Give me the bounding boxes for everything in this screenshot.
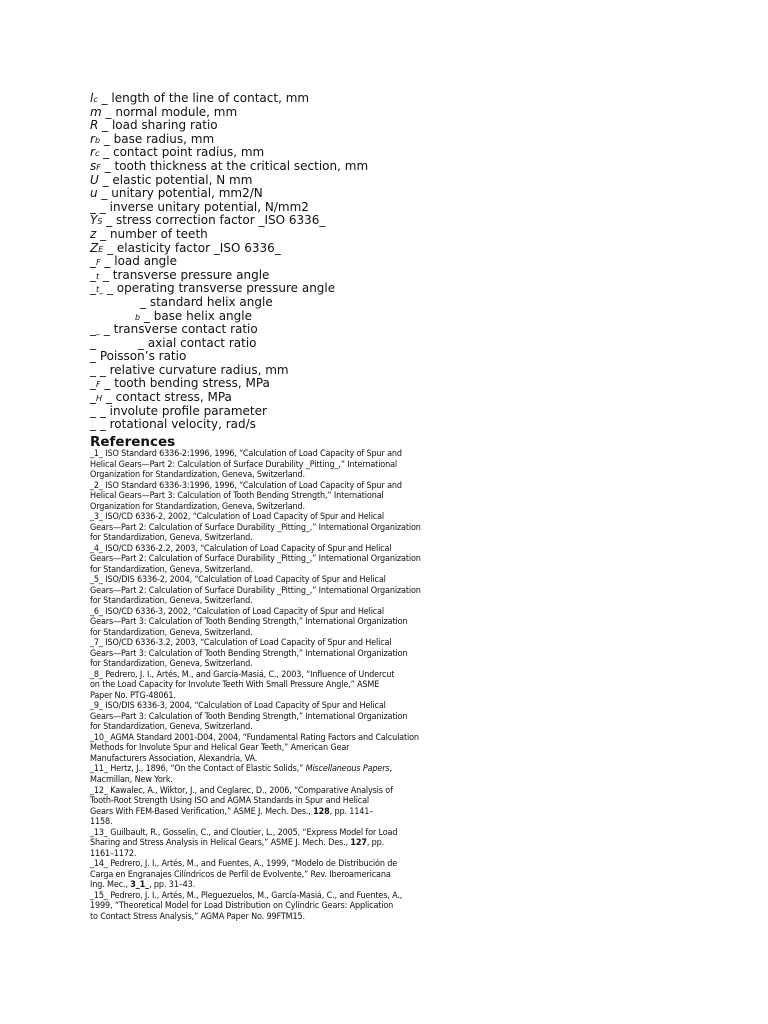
nomenclature-item	[90, 337, 710, 351]
nomenclature-item	[90, 323, 710, 337]
nomenclature-symbol: U	[90, 172, 99, 187]
nomenclature-item	[90, 296, 710, 310]
nomenclature-item	[90, 133, 710, 147]
nomenclature-symbol: _	[90, 254, 96, 269]
nomenclature-item	[90, 269, 710, 283]
nomenclature-symbol: Y	[90, 213, 98, 228]
reference-text: _12_ Kawalec, A., Wiktor, J., and Ceglarec, D., 2006, “Comparative Analysis of	[90, 785, 393, 796]
nomenclature-symbol: _	[90, 335, 96, 350]
reference-line	[90, 491, 480, 502]
reference-line	[90, 880, 480, 891]
reference-text: Ing. Mec.,	[90, 880, 131, 891]
reference-text: _4_ ISO/CD 6336-2.2, 2003, “Calculation of Load Capacity of Spur and Helical	[90, 543, 392, 554]
reference-text: 1158.	[90, 817, 113, 828]
nomenclature-description: _ rotational velocity, rad/s	[96, 417, 256, 432]
nomenclature-symbol: _	[90, 403, 96, 418]
nomenclature-description: _ tooth bending stress, MPa	[100, 376, 270, 391]
reference-line	[90, 849, 480, 860]
reference-text: Gears—Part 3: Calculation of Tooth Bending Strength,” International Organization	[90, 617, 408, 628]
nomenclature-symbol: R	[90, 118, 99, 133]
reference-text: _3_ ISO/CD 6336-2, 2002, “Calculation of Load Capacity of Spur and Helical	[90, 512, 385, 523]
nomenclature-description: _ load sharing ratio	[98, 118, 218, 133]
nomenclature-description: _ operating transverse pressure angle	[103, 281, 336, 296]
reference-line	[90, 544, 480, 555]
reference-line	[90, 628, 480, 639]
nomenclature-description: _ standard helix angle	[140, 294, 273, 309]
nomenclature-description: _ tooth thickness at the critical section, mm	[100, 158, 369, 173]
reference-line	[90, 502, 480, 513]
nomenclature-subscript: b	[135, 312, 141, 322]
reference-line	[90, 575, 480, 586]
nomenclature-item	[90, 92, 710, 106]
nomenclature-symbol: s	[90, 158, 97, 173]
nomenclature-item	[90, 106, 710, 120]
reference-line	[90, 796, 480, 807]
reference-text: for Standardization, Geneva, Switzerland.	[90, 564, 253, 575]
nomenclature-item	[90, 174, 710, 188]
nomenclature-item	[90, 242, 710, 256]
nomenclature-item	[90, 201, 710, 215]
nomenclature-symbol: r	[90, 145, 95, 160]
reference-entry	[90, 512, 480, 544]
reference-text: Gears—Part 2: Calculation of Surface Durability _Pitting_,” International Organization	[90, 522, 421, 533]
nomenclature-description: _ base radius, mm	[100, 131, 215, 146]
reference-line	[90, 565, 480, 576]
nomenclature-item	[90, 160, 710, 174]
reference-pages: , pp. 1141–	[329, 806, 374, 817]
reference-line	[90, 733, 480, 744]
reference-pages: , pp.	[366, 838, 385, 849]
nomenclature-description: _ involute profile parameter	[96, 403, 267, 418]
nomenclature-subscript: F	[96, 162, 101, 172]
reference-line	[90, 586, 480, 597]
reference-text: _8_ Pedrero, J. I., Artés, M., and García-Masiá, C., 2003, “Influence of Undercut	[90, 669, 395, 680]
reference-text: _9_ ISO/DIS 6336-3, 2004, “Calculation of Load Capacity of Spur and Helical	[90, 701, 386, 712]
reference-line	[90, 638, 480, 649]
nomenclature-description: _ contact stress, MPa	[102, 390, 232, 405]
reference-text: to Contact Stress Analysis,” AGMA Paper No. 99FTM15.	[90, 911, 305, 922]
reference-punct: ,	[389, 764, 392, 775]
reference-text: Macmillan, New York.	[90, 774, 173, 785]
reference-entry	[90, 786, 480, 828]
nomenclature-symbol: _	[90, 349, 96, 364]
nomenclature-description: _ base helix angle	[140, 308, 252, 323]
nomenclature-item	[90, 228, 710, 242]
nomenclature-subscript: F	[96, 258, 101, 268]
reference-line	[90, 607, 480, 618]
nomenclature-item	[90, 119, 710, 133]
nomenclature-subscript: H	[96, 394, 103, 404]
nomenclature-item	[90, 405, 710, 419]
reference-text: 1161–1172.	[90, 848, 137, 859]
reference-entry	[90, 481, 480, 513]
reference-text: for Standardization, Geneva, Switzerland.	[90, 627, 253, 638]
nomenclature-subscript: c	[94, 149, 100, 159]
nomenclature-symbol: _	[90, 390, 96, 405]
reference-text: _10_ AGMA Standard 2001-D04, 2004, “Fundamental Rating Factors and Calculation	[90, 732, 419, 743]
nomenclature-item	[90, 377, 710, 391]
reference-text: Methods for Involute Spur and Helical Gear Teeth,” American Gear	[90, 743, 350, 754]
nomenclature-item	[90, 350, 710, 364]
reference-text: Paper No. PTG-48061.	[90, 690, 176, 701]
reference-journal: Miscellaneous Papers	[305, 764, 390, 775]
nomenclature-item	[90, 418, 710, 432]
nomenclature-description: _ transverse pressure angle	[99, 267, 270, 282]
reference-line	[90, 838, 480, 849]
nomenclature-description: _ relative curvature radius, mm	[96, 362, 289, 377]
nomenclature-item	[90, 391, 710, 405]
nomenclature-symbol: Z	[90, 240, 99, 255]
references-list	[90, 449, 480, 922]
nomenclature-symbol: r	[90, 131, 95, 146]
reference-text: Gears—Part 3: Calculation of Tooth Bending Strength,” International Organization	[90, 711, 408, 722]
nomenclature-description: _ _ inverse unitary potential, N/mm2	[90, 199, 309, 214]
nomenclature-list	[90, 92, 710, 432]
nomenclature-subscript: t_	[96, 285, 104, 295]
reference-text: Sharing and Stress Analysis in Helical Gears,” ASME J. Mech. Des.,	[90, 838, 351, 849]
reference-line	[90, 617, 480, 628]
reference-line	[90, 754, 480, 765]
reference-entry	[90, 575, 480, 607]
nomenclature-symbol: u	[90, 186, 98, 201]
nomenclature-item	[90, 282, 710, 296]
reference-text: for Standardization, Geneva, Switzerland.	[90, 533, 253, 544]
reference-entry	[90, 891, 480, 923]
reference-line	[90, 449, 480, 460]
reference-line	[90, 691, 480, 702]
reference-text: Organization for Standardization, Geneva, Switzerland.	[90, 470, 305, 481]
nomenclature-symbol: _	[90, 376, 96, 391]
reference-text: on the Load Capacity for Involute Teeth With Small Pressure Angle,” ASME	[90, 680, 380, 691]
reference-text: Helical Gears—Part 3: Calculation of Tooth Bending Strength,” International	[90, 491, 384, 502]
reference-line	[90, 743, 480, 754]
reference-entry	[90, 701, 480, 733]
reference-line	[90, 764, 480, 775]
nomenclature-subscript: E	[98, 244, 104, 254]
reference-entry	[90, 828, 480, 860]
reference-line	[90, 470, 480, 481]
nomenclature-description: _ length of the line of contact, mm	[97, 91, 310, 105]
reference-entry	[90, 859, 480, 891]
nomenclature-symbol: _	[90, 281, 96, 296]
reference-line	[90, 912, 480, 923]
reference-text: _5_ ISO/DIS 6336-2, 2004, “Calculation of Load Capacity of Spur and Helical	[90, 575, 386, 586]
nomenclature-description: Poisson’s ratio	[96, 349, 187, 364]
reference-line	[90, 523, 480, 534]
reference-text: Tooth-Root Strength Using ISO and AGMA Standards in Spur and Helical	[90, 796, 369, 807]
reference-text: Helical Gears—Part 2: Calculation of Surface Durability _Pitting_,” International	[90, 459, 397, 470]
reference-line	[90, 554, 480, 565]
reference-text: Gears—Part 3: Calculation of Tooth Bending Strength,” International Organization	[90, 648, 408, 659]
reference-text: _14_ Pedrero, J. I., Artés, M., and Fuentes, A., 1999, “Modelo de Distribución de	[90, 859, 398, 870]
reference-line	[90, 775, 480, 786]
nomenclature-description: _ load angle	[100, 254, 177, 269]
nomenclature-symbol: l	[90, 91, 94, 105]
reference-entry	[90, 638, 480, 670]
reference-line	[90, 670, 480, 681]
reference-text: for Standardization, Geneva, Switzerland.	[90, 722, 253, 733]
nomenclature-description: _ contact point radius, mm	[99, 145, 265, 160]
reference-line	[90, 807, 480, 818]
reference-text: for Standardization, Geneva, Switzerland.	[90, 659, 253, 670]
nomenclature-subscript: _	[96, 326, 100, 336]
reference-text: _1_ ISO Standard 6336-2:1996, 1996, “Calculation of Load Capacity of Spur and	[90, 449, 402, 459]
nomenclature-item	[90, 255, 710, 269]
nomenclature-description: _ stress correction factor _ISO 6336_	[102, 213, 326, 228]
reference-entry	[90, 670, 480, 702]
reference-volume: 127	[350, 838, 367, 849]
references-heading: References	[90, 434, 176, 450]
nomenclature-subscript: c	[93, 95, 98, 104]
reference-line	[90, 481, 480, 492]
reference-line	[90, 533, 480, 544]
reference-entry	[90, 607, 480, 639]
reference-text: _6_ ISO/CD 6336-3, 2002, “Calculation of Load Capacity of Spur and Helical	[90, 606, 385, 617]
reference-text: Gears—Part 2: Calculation of Surface Durability _Pitting_,” International Organization	[90, 554, 421, 565]
nomenclature-description: _ axial contact ratio	[138, 335, 257, 350]
reference-entry	[90, 544, 480, 576]
reference-entry	[90, 764, 480, 785]
reference-text: _2_ ISO Standard 6336-3:1996, 1996, “Calculation of Load Capacity of Spur and	[90, 480, 402, 491]
nomenclature-description: _ unitary potential, mm2/N	[97, 186, 263, 201]
reference-line	[90, 460, 480, 471]
reference-line	[90, 649, 480, 660]
reference-line	[90, 712, 480, 723]
reference-line	[90, 828, 480, 839]
nomenclature-item	[90, 364, 710, 378]
reference-line	[90, 701, 480, 712]
nomenclature-symbol: m	[90, 104, 102, 119]
nomenclature-symbol: _	[90, 322, 96, 337]
reference-line	[90, 901, 480, 912]
nomenclature-symbol: _	[90, 267, 96, 282]
reference-text: Manufacturers Association, Alexandria, VA.	[90, 753, 258, 764]
reference-line	[90, 659, 480, 670]
reference-line	[90, 786, 480, 797]
reference-line	[90, 859, 480, 870]
nomenclature-description: _ elasticity factor _ISO 6336_	[103, 240, 281, 255]
nomenclature-subscript: b	[94, 135, 101, 145]
nomenclature-description: _ number of teeth	[96, 226, 208, 241]
reference-text: _11_ Hertz, J., 1896, “On the Contact of Elastic Solids,”	[90, 764, 306, 775]
nomenclature-description: _ transverse contact ratio	[100, 322, 258, 337]
nomenclature-subscript: t	[96, 271, 100, 281]
nomenclature-item	[90, 187, 710, 201]
reference-volume: 3_1_	[130, 880, 150, 891]
nomenclature-description: _ elastic potential, N mm	[98, 172, 253, 187]
reference-volume: 128	[313, 806, 330, 817]
reference-line	[90, 512, 480, 523]
reference-line	[90, 722, 480, 733]
reference-text: Gears—Part 2: Calculation of Surface Durability _Pitting_,” International Organization	[90, 585, 421, 596]
reference-line	[90, 680, 480, 691]
nomenclature-symbol: z	[90, 226, 97, 241]
reference-text: _13_ Guilbault, R., Gosselin, C., and Cloutier, L., 2005, “Express Model for Load	[90, 827, 398, 838]
nomenclature-item	[90, 146, 710, 160]
nomenclature-symbol: _	[90, 417, 96, 432]
reference-line	[90, 596, 480, 607]
nomenclature-description: _ normal module, mm	[101, 104, 238, 119]
reference-line	[90, 817, 480, 828]
nomenclature-item	[90, 310, 710, 324]
reference-text: Gears With FEM-Based Verification,” ASME J. Mech. Des.,	[90, 806, 314, 817]
reference-line	[90, 870, 480, 881]
nomenclature-subscript: F	[96, 380, 101, 390]
nomenclature-symbol: _	[90, 362, 96, 377]
reference-entry	[90, 733, 480, 765]
reference-text: for Standardization, Geneva, Switzerland.	[90, 596, 253, 607]
reference-text: 1999, “Theoretical Model for Load Distribution on Cylindric Gears: Application	[90, 901, 394, 912]
reference-text: Carga en Engranajes Cilíndricos de Perfil de Evolvente,” Rev. Iberoamericana	[90, 869, 391, 880]
nomenclature-subscript: S	[97, 217, 103, 227]
reference-pages: , pp. 31–43.	[149, 880, 196, 891]
reference-text: _15_ Pedrero, J. I., Artés, M., Pleguezuelos, M., García-Masiá, C., and Fuentes, A.,	[90, 890, 403, 901]
reference-line	[90, 891, 480, 902]
nomenclature-item	[90, 214, 710, 228]
reference-entry	[90, 449, 480, 481]
reference-text: Organization for Standardization, Geneva, Switzerland.	[90, 501, 305, 512]
reference-text: _7_ ISO/CD 6336-3.2, 2003, “Calculation of Load Capacity of Spur and Helical	[90, 638, 392, 649]
